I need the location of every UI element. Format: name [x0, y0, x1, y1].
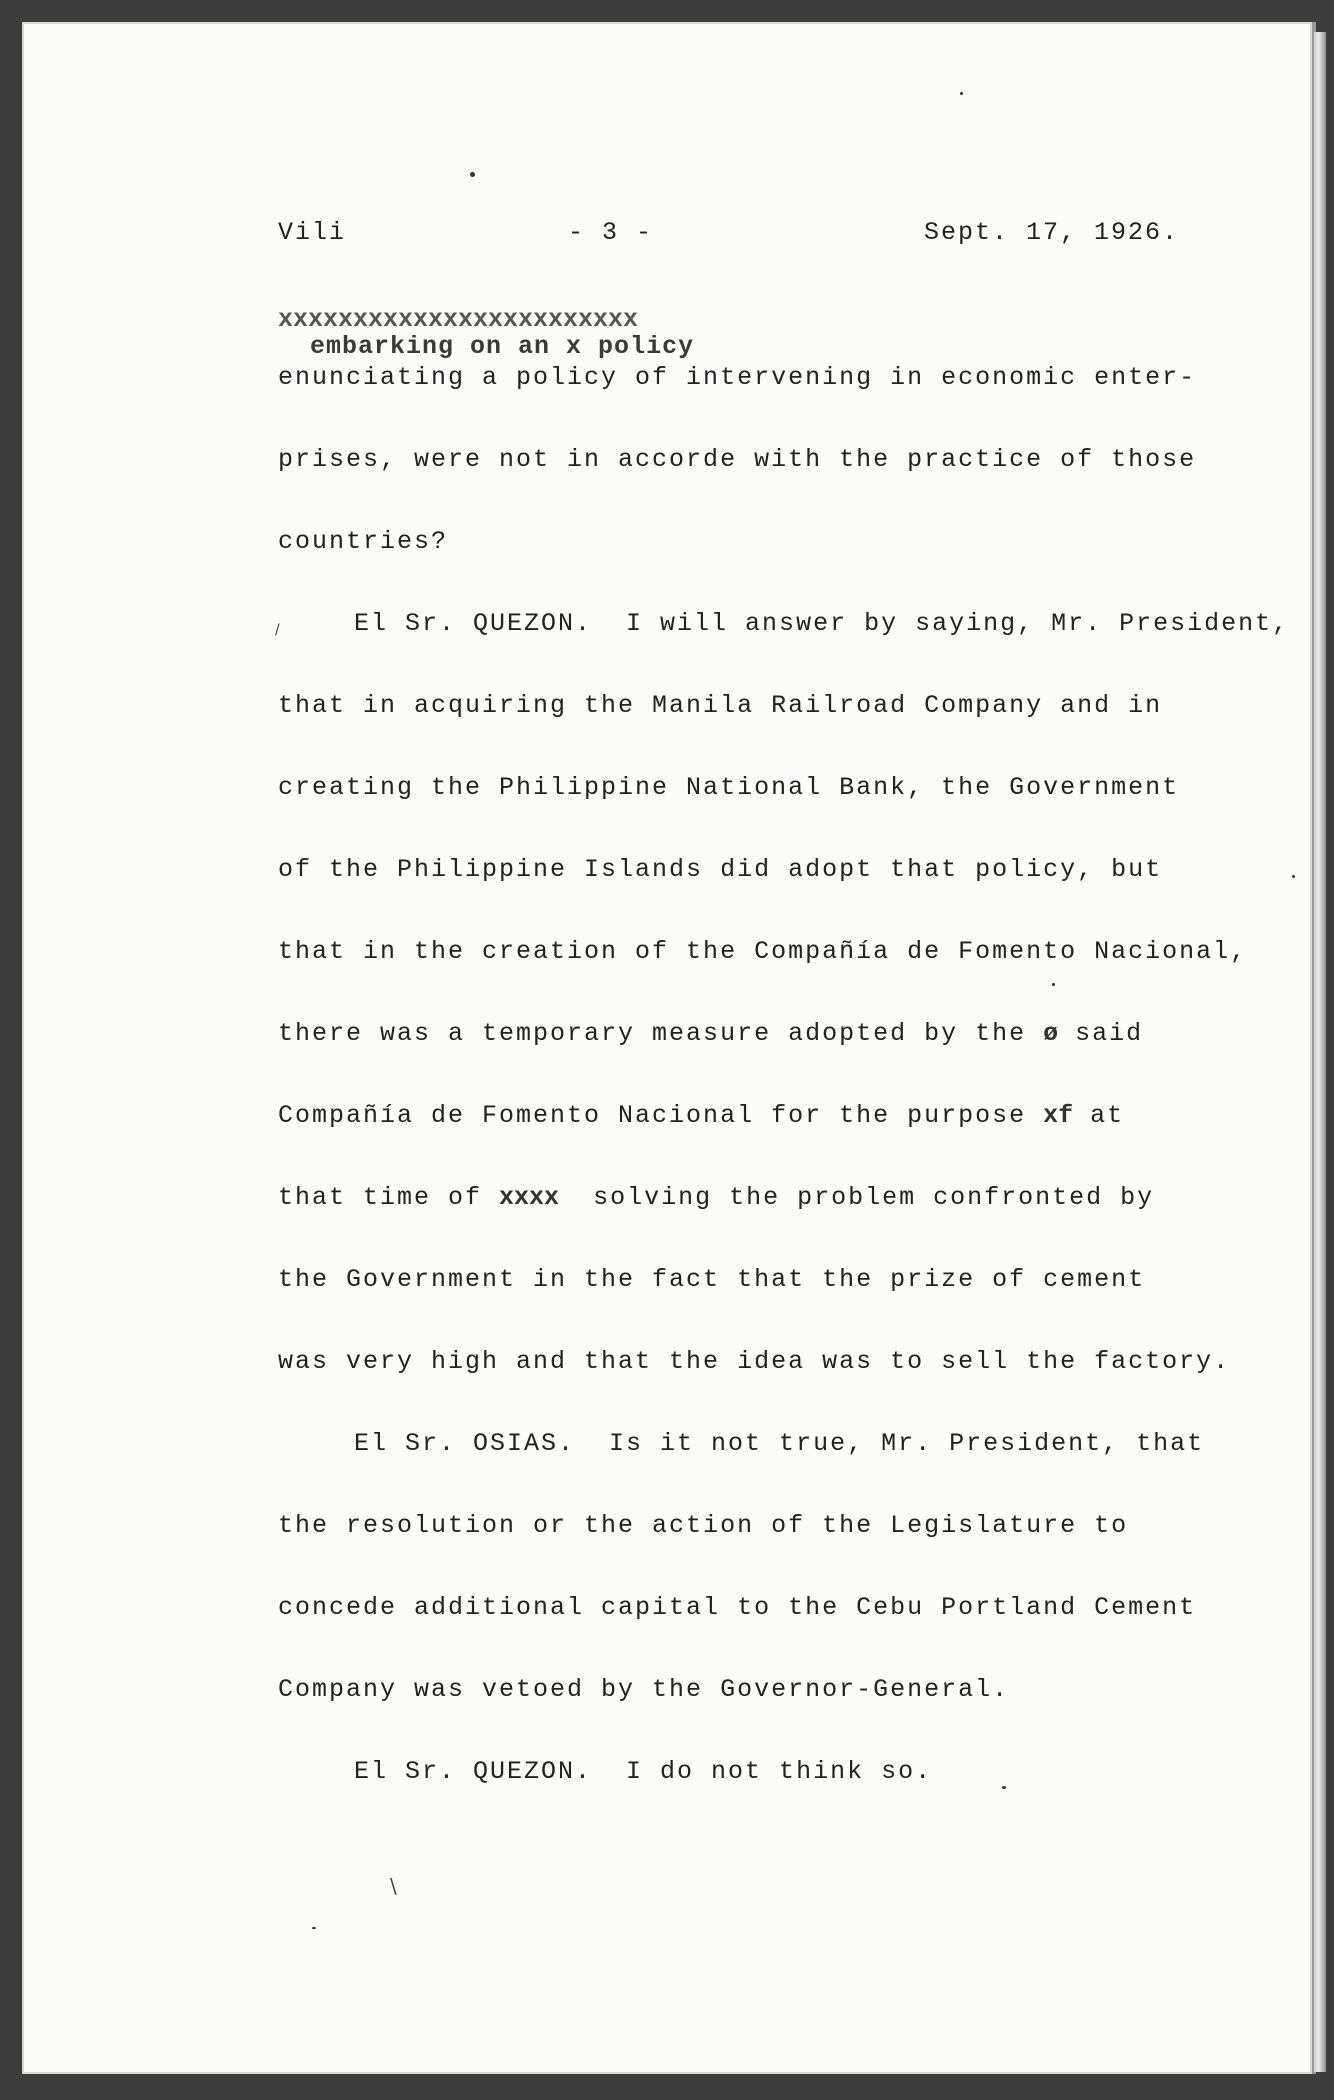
speaker-line-quezon: El Sr. QUEZON. I will answer by saying, Mr. President,	[354, 609, 1290, 638]
body-line: the resolution or the action of the Legislature to	[278, 1511, 1129, 1540]
scan-speck	[312, 1927, 316, 1929]
stray-pen-mark: \	[390, 1874, 397, 1898]
body-line: prises, were not in accorde with the practice of those	[278, 445, 1197, 474]
body-line: Company was vetoed by the Governor-General.	[278, 1675, 1010, 1704]
body-line: enunciating a policy of intervening in economic enter-	[278, 363, 1197, 392]
scan-speck	[470, 172, 475, 177]
body-line: countries?	[278, 527, 449, 556]
body-line: there was a temporary measure adopted by the ø said	[278, 1019, 1144, 1048]
body-line: was very high and that the idea was to sell the factory.	[278, 1347, 1231, 1376]
body-line: of the Philippine Islands did adopt that policy, but	[278, 855, 1163, 884]
struck-out-text: embarking on an x policy	[310, 332, 695, 361]
body-line: the Government in the fact that the prize of cement	[278, 1265, 1146, 1294]
scan-speck	[960, 92, 963, 95]
typed-correction: ø	[1043, 1019, 1059, 1048]
body-line: that in acquiring the Manila Railroad Company and in	[278, 691, 1163, 720]
header-date: Sept. 17, 1926.	[924, 218, 1180, 247]
body-line: concede additional capital to the Cebu Portland Cement	[278, 1593, 1197, 1622]
page-number: - 3 -	[568, 218, 654, 247]
body-line: creating the Philippine National Bank, the Government	[278, 773, 1180, 802]
stray-pen-mark: /	[275, 622, 280, 638]
header-initials: Vili	[278, 218, 347, 247]
scan-speck	[1002, 1786, 1006, 1789]
typed-correction: xxxx	[499, 1183, 560, 1212]
scan-speck	[1292, 875, 1295, 878]
typed-correction: xf	[1043, 1101, 1074, 1130]
scan-speck	[1052, 983, 1055, 986]
speaker-line-quezon: El Sr. QUEZON. I do not think so.	[354, 1757, 933, 1786]
body-line: that time of xxxx solving the problem confronted by	[278, 1183, 1155, 1212]
strike-overlay: xxxxxxxxxxxxxxxxxxxxxxxx	[278, 305, 639, 334]
body-line: Compañía de Fomento Nacional for the purpose xf at	[278, 1101, 1125, 1130]
page-edge	[1314, 32, 1326, 2072]
speaker-line-osias: El Sr. OSIAS. Is it not true, Mr. President, that	[354, 1429, 1205, 1458]
body-line: that in the creation of the Compañía de Fomento Nacional,	[278, 937, 1248, 966]
